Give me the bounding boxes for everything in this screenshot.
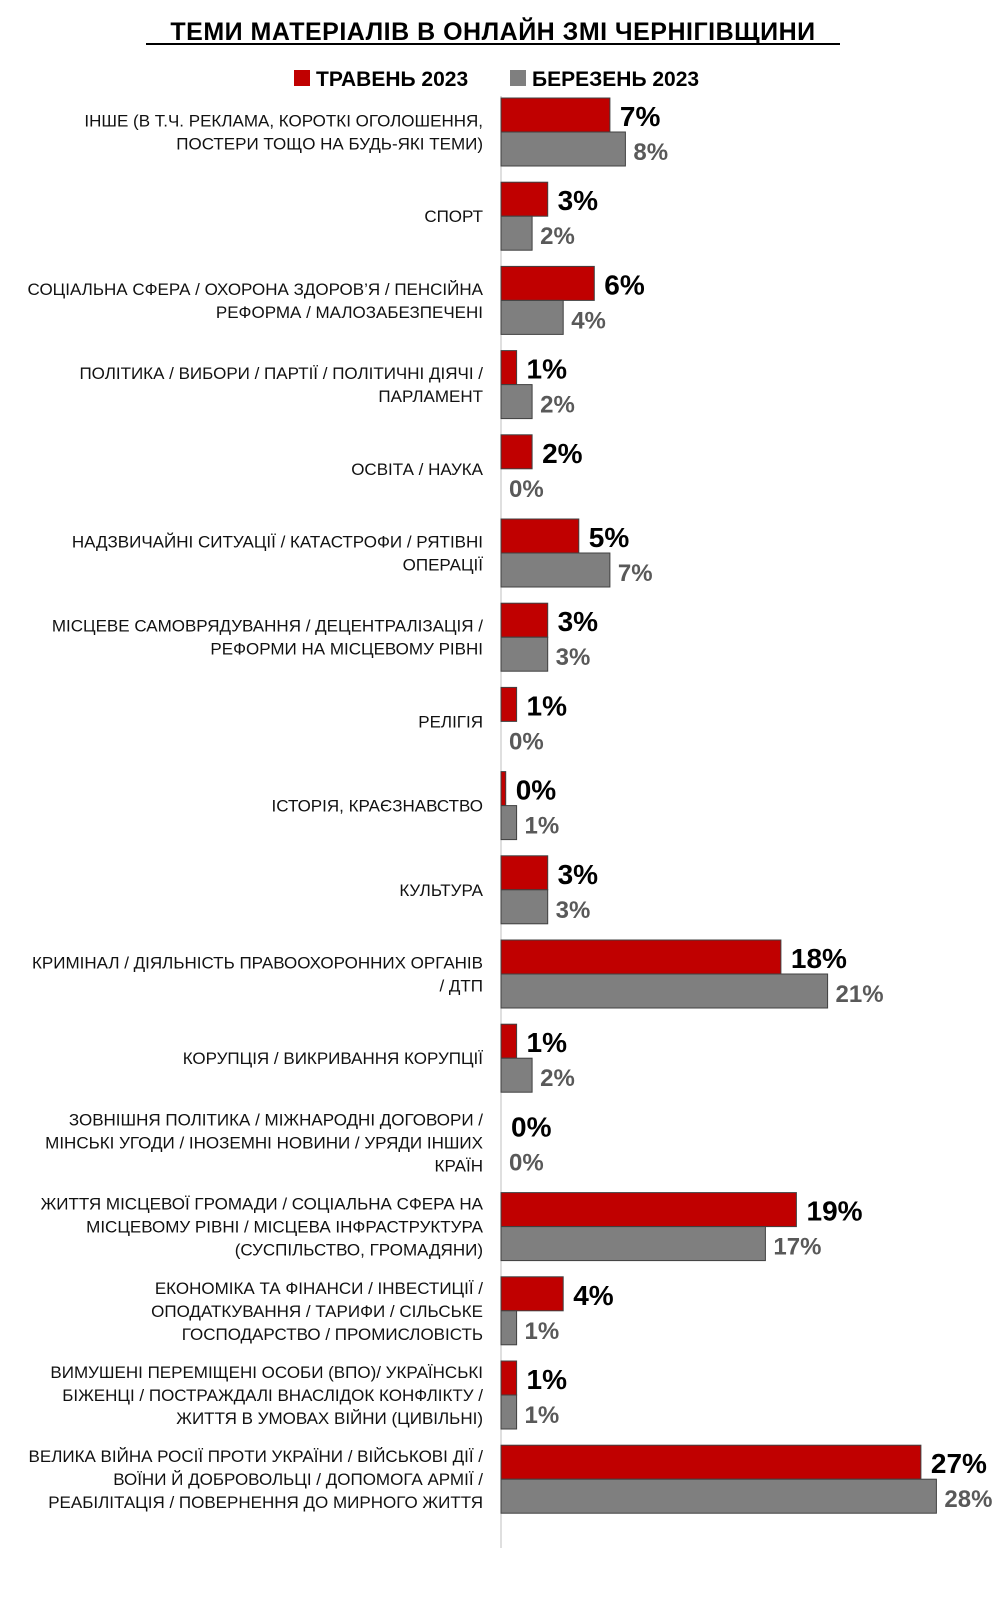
data-label-may-2023: 0% [511, 1111, 552, 1143]
category-label [151, 1279, 483, 1344]
data-label-march-2023: 2% [540, 391, 575, 419]
category-label-line: КРИМІНАЛ / ДІЯЛЬНІСТЬ ПРАВООХОРОННИХ ОРГАНІВ [31, 953, 483, 973]
data-label-may-2023: 7% [619, 101, 661, 132]
chart-title: ТЕМИ МАТЕРІАЛІВ В ОНЛАЙН ЗМІ ЧЕРНІГІВЩИНИ [170, 18, 816, 46]
data-label-may-2023: 5% [588, 522, 630, 553]
data-label-march-2023: 3% [555, 644, 591, 672]
data-label-march-2023: 0% [509, 1149, 544, 1177]
bar-march-2023 [501, 974, 828, 1008]
category-label-line: КРАЇН [434, 1156, 483, 1176]
category-label-line: ПОСТЕРИ ТОЩО НА БУДЬ-ЯКІ ТЕМИ) [176, 134, 483, 154]
data-label-march-2023: 1% [524, 812, 560, 840]
category-label-line: (СУСПІЛЬСТВО, ГРОМАДЯНИ) [234, 1240, 483, 1260]
legend-label-march-2023: БЕРЕЗЕНЬ 2023 [532, 68, 700, 91]
category-label [50, 1363, 483, 1428]
category-label [351, 460, 483, 479]
category-label-line: ЖИТТЯ МІСЦЕВОЇ ГРОМАДИ / СОЦІАЛЬНА СФЕРА НА [40, 1194, 483, 1214]
bar-may-2023 [501, 519, 579, 553]
category-label [418, 712, 483, 731]
legend [294, 68, 699, 91]
category-label [84, 112, 483, 154]
data-label-may-2023: 3% [557, 858, 599, 890]
data-label-march-2023: 2% [540, 1065, 575, 1093]
bar-may-2023 [501, 182, 548, 216]
category-label [45, 1110, 483, 1175]
category-label-line: РЕАБІЛІТАЦІЯ / ПОВЕРНЕННЯ ДО МИРНОГО ЖИТТЯ [48, 1493, 483, 1513]
category-label-line: КУЛЬТУРА [399, 880, 483, 900]
bar-may-2023 [501, 856, 548, 890]
data-label-may-2023: 27% [930, 1448, 987, 1480]
bar-may-2023 [501, 603, 548, 637]
category-label-line: СПОРТ [424, 207, 483, 227]
bar-march-2023 [501, 1311, 517, 1345]
bar-march-2023 [501, 385, 532, 419]
bar-march-2023 [501, 1227, 765, 1261]
legend-swatch-march-2023 [510, 70, 526, 86]
data-label-may-2023: 4% [573, 1279, 614, 1311]
category-label-line: ОПОДАТКУВАННЯ / ТАРИФИ / СІЛЬСЬКЕ [151, 1301, 483, 1321]
bar-may-2023 [501, 687, 517, 721]
category-label-line: ЗОВНІШНЯ ПОЛІТИКА / МІЖНАРОДНІ ДОГОВОРИ / [68, 1110, 483, 1130]
bar-march-2023 [501, 132, 625, 166]
bar-may-2023 [501, 98, 610, 132]
bar-march-2023 [501, 300, 563, 334]
category-label [424, 207, 483, 226]
category-label-line: ВОЇНИ Й ДОБРОВОЛЬЦІ / ДОПОМОГА АРМІЇ / [113, 1470, 483, 1490]
data-label-march-2023: 0% [509, 728, 544, 756]
category-label-line: БІЖЕНЦІ / ПОСТРАЖДАЛІ ВНАСЛІДОК КОНФЛІКТУ / [62, 1386, 483, 1405]
data-label-may-2023: 19% [806, 1195, 863, 1227]
data-label-may-2023: 1% [526, 1364, 567, 1395]
data-label-may-2023: 2% [542, 437, 583, 469]
category-label [399, 881, 483, 900]
data-label-may-2023: 6% [604, 269, 645, 301]
data-label-march-2023: 0% [509, 475, 544, 503]
bar-march-2023 [501, 553, 610, 587]
category-label [272, 797, 483, 816]
category-label-line: ОПЕРАЦІЇ [402, 555, 483, 575]
data-label-may-2023: 0% [515, 774, 557, 806]
bar-may-2023 [501, 435, 532, 469]
category-label [52, 617, 483, 659]
data-label-may-2023: 1% [526, 1027, 567, 1059]
category-label-line: РЕЛІГІЯ [418, 712, 483, 732]
bar-march-2023 [501, 1479, 936, 1513]
data-label-march-2023: 3% [555, 896, 591, 924]
data-label-may-2023: 3% [557, 606, 599, 638]
category-label-line: МІНСЬКІ УГОДИ / ІНОЗЕМНІ НОВИНИ / УРЯДИ ІНШИХ [45, 1133, 483, 1153]
bar-may-2023 [501, 1361, 517, 1395]
category-label-line: ПОЛІТИКА / ВИБОРИ / ПАРТІЇ / ПОЛІТИЧНІ ДІЯЧІ / [79, 364, 483, 384]
legend-swatch-may-2023 [294, 70, 310, 86]
data-label-may-2023: 3% [557, 185, 599, 217]
data-label-march-2023: 17% [773, 1233, 822, 1261]
bar-may-2023 [501, 772, 506, 806]
category-label [29, 1447, 484, 1512]
bar-march-2023 [501, 1058, 532, 1092]
category-label-line: ІСТОРІЯ, КРАЄЗНАВСТВО [271, 796, 483, 816]
data-label-march-2023: 8% [633, 139, 669, 166]
category-label-line: ВИМУШЕНІ ПЕРЕМІЩЕНІ ОСОБИ (ВПО)/ УКРАЇНСЬКІ [50, 1363, 483, 1382]
category-label-line: КОРУПЦІЯ / ВИКРИВАННЯ КОРУПЦІЇ [182, 1049, 483, 1069]
bar-march-2023 [501, 890, 548, 924]
category-label-line: СОЦІАЛЬНА СФЕРА / ОХОРОНА ЗДОРОВ’Я / ПЕНСІЙНА [27, 279, 483, 299]
plot-area [28, 98, 993, 1513]
category-label-line: НАДЗВИЧАЙНІ СИТУАЦІЇ / КАТАСТРОФИ / РЯТІВНІ [71, 532, 483, 552]
category-label-line: ЕКОНОМІКА ТА ФІНАНСИ / ІНВЕСТИЦІЇ / [154, 1278, 483, 1298]
bar-may-2023 [501, 1445, 921, 1479]
bar-may-2023 [501, 1024, 517, 1058]
bar-march-2023 [501, 1395, 517, 1429]
category-label-line: ГОСПОДАРСТВО / ПРОМИСЛОВІСТЬ [181, 1324, 483, 1344]
data-label-march-2023: 21% [835, 981, 884, 1008]
category-label [72, 533, 483, 575]
data-label-march-2023: 1% [524, 1402, 560, 1429]
bar-may-2023 [501, 266, 594, 300]
data-label-march-2023: 4% [571, 307, 606, 335]
data-label-may-2023: 1% [526, 353, 567, 385]
bar-march-2023 [501, 637, 548, 671]
data-label-may-2023: 1% [526, 690, 567, 722]
category-label-line: РЕФОРМИ НА МІСЦЕВОМУ РІВНІ [210, 639, 483, 659]
legend-label-may-2023: ТРАВЕНЬ 2023 [316, 68, 469, 91]
category-label-line: РЕФОРМА / МАЛОЗАБЕЗПЕЧЕНІ [215, 302, 483, 322]
category-label-line: ІНШЕ (В Т.Ч. РЕКЛАМА, КОРОТКІ ОГОЛОШЕННЯ, [84, 111, 483, 131]
category-label [32, 954, 483, 996]
data-label-may-2023: 18% [790, 943, 847, 974]
data-label-march-2023: 7% [617, 560, 653, 587]
category-label-line: МІСЦЕВОМУ РІВНІ / МІСЦЕВА ІНФРАСТРУКТУРА [86, 1217, 483, 1237]
category-label [79, 364, 483, 406]
bar-march-2023 [501, 216, 532, 250]
category-label [183, 1049, 484, 1068]
category-label-line: / ДТП [439, 976, 483, 996]
category-label-line: МІСЦЕВЕ САМОВРЯДУВАННЯ / ДЕЦЕНТРАЛІЗАЦІЯ / [51, 616, 483, 636]
data-label-march-2023: 28% [944, 1486, 993, 1514]
category-label [41, 1195, 484, 1260]
category-label-line: ЖИТТЯ В УМОВАХ ВІЙНИ (ЦИВІЛЬНІ) [176, 1409, 483, 1428]
category-label-line: ВЕЛИКА ВІЙНА РОСІЇ ПРОТИ УКРАЇНИ / ВІЙСЬКОВІ ДІЇ / [28, 1447, 483, 1467]
category-label [28, 280, 484, 322]
bar-may-2023 [501, 1193, 796, 1227]
bar-may-2023 [501, 1277, 563, 1311]
category-label-line: ОСВІТА / НАУКА [351, 459, 483, 479]
category-label-line: ПАРЛАМЕНТ [378, 387, 483, 407]
bar-may-2023 [501, 351, 517, 385]
data-label-march-2023: 2% [540, 223, 575, 251]
bar-march-2023 [501, 806, 517, 840]
bar-may-2023 [501, 940, 781, 974]
data-label-march-2023: 1% [524, 1317, 560, 1345]
